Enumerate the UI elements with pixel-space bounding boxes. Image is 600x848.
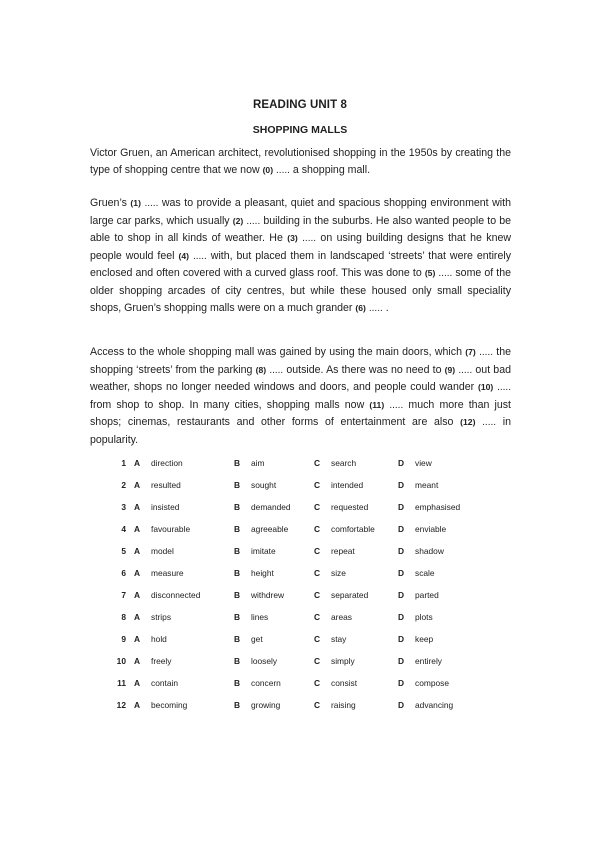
option-d: entirely: [415, 656, 442, 666]
option-c: raising: [331, 700, 356, 710]
gap-number: (6): [355, 302, 366, 313]
question-number: 5: [121, 546, 126, 556]
option-row: [112, 612, 492, 634]
option-letter-b: B: [234, 612, 241, 622]
option-letter-d: D: [398, 700, 405, 710]
option-letter-d: D: [398, 524, 405, 534]
gap-marker: .....: [144, 198, 159, 209]
option-c: requested: [331, 502, 369, 512]
option-letter-a: A: [134, 524, 141, 534]
option-letter-a: A: [134, 656, 141, 666]
option-letter-b: B: [234, 480, 241, 490]
answer-options-table: [112, 458, 492, 722]
option-letter-d: D: [398, 480, 405, 490]
option-letter-a: A: [134, 700, 141, 710]
gap-number: (2): [232, 215, 244, 226]
option-letter-c: C: [314, 656, 321, 666]
question-number: 8: [121, 612, 126, 622]
paragraph-intro: Victor Gruen, an American architect, revolutionised shopping in the 1950s by creating the type of shopping centre that we now (0) ..... a shopping mall.: [90, 147, 511, 176]
option-c: comfortable: [331, 524, 375, 534]
option-d: parted: [415, 590, 439, 600]
gap-number: (4): [178, 250, 189, 261]
option-letter-b: B: [234, 568, 241, 578]
option-letter-d: D: [398, 612, 405, 622]
option-letter-a: A: [134, 590, 141, 600]
option-d: enviable: [415, 524, 447, 534]
gap-marker: .....: [302, 233, 317, 245]
option-letter-c: C: [314, 700, 321, 710]
option-d: emphasised: [415, 502, 461, 512]
question-number: 12: [116, 700, 126, 710]
option-b: agreeable: [251, 524, 289, 534]
gap-number: (9): [444, 364, 456, 375]
option-letter-c: C: [314, 612, 321, 622]
option-c: consist: [331, 678, 358, 688]
option-c: stay: [331, 634, 347, 644]
page-title: READING UNIT 8: [252, 99, 348, 111]
option-c: intended: [331, 480, 364, 490]
question-number: 1: [121, 458, 126, 468]
option-b: imitate: [251, 546, 276, 556]
option-a: resulted: [151, 480, 181, 490]
gap-number: (3): [287, 233, 298, 244]
option-letter-a: A: [134, 678, 141, 688]
option-letter-d: D: [398, 590, 405, 600]
option-a: favourable: [151, 524, 191, 534]
option-row: [112, 458, 492, 480]
option-letter-c: C: [314, 568, 321, 578]
gap-number: (1): [130, 198, 141, 208]
option-letter-b: B: [234, 678, 241, 688]
option-b: get: [251, 634, 263, 644]
option-letter-b: B: [234, 634, 241, 644]
option-letter-d: D: [398, 678, 405, 688]
option-a: disconnected: [151, 590, 201, 600]
question-number: 3: [121, 502, 126, 512]
option-a: measure: [151, 568, 184, 578]
gap-marker: .....: [438, 268, 453, 280]
option-row: [112, 524, 492, 546]
option-letter-b: B: [234, 502, 241, 512]
option-letter-a: A: [134, 502, 141, 512]
paragraph-access: Access to the whole shopping mall was gained by using the main doors, which (7) ..... the shopping ‘streets’ from the parking (8) ..... outside. As there was no need to (9) ..... out bad weather, shops no longer needed windows and doors, and people could wander (10) ..... from shop to shop. In many cities, shopping malls now (11) ..... much more than just shops; cinemas, restaurants and other forms of entertainment are also (12) ..... in popularity.: [90, 346, 512, 446]
option-b: withdrew: [251, 590, 285, 600]
option-letter-a: A: [134, 568, 141, 578]
option-letter-c: C: [314, 502, 321, 512]
option-letter-b: B: [234, 524, 241, 534]
option-letter-b: B: [234, 590, 241, 600]
option-letter-a: A: [134, 634, 141, 644]
question-number: 7: [121, 590, 126, 600]
option-row: [112, 546, 492, 568]
option-letter-b: B: [234, 700, 241, 710]
option-b: concern: [251, 678, 281, 688]
option-a: contain: [151, 678, 179, 688]
option-letter-b: B: [234, 458, 241, 468]
gap-marker: .....: [269, 364, 284, 376]
question-number: 2: [121, 480, 126, 490]
gap-marker: .....: [458, 364, 473, 376]
option-letter-a: A: [134, 458, 141, 468]
option-d: view: [415, 458, 432, 468]
question-number: 10: [116, 656, 126, 666]
option-b: growing: [251, 700, 281, 710]
option-d: meant: [415, 480, 439, 490]
option-b: loosely: [251, 656, 278, 666]
gap-number: (12): [460, 417, 476, 428]
option-row: [112, 590, 492, 612]
question-number: 9: [121, 634, 126, 644]
option-c: repeat: [331, 546, 355, 556]
option-c: separated: [331, 590, 369, 600]
option-a: model: [151, 546, 174, 556]
option-d: keep: [415, 634, 434, 644]
gap-marker: .....: [246, 215, 261, 227]
option-b: sought: [251, 480, 277, 490]
option-d: plots: [415, 612, 433, 622]
option-letter-c: C: [314, 546, 321, 556]
option-letter-d: D: [398, 502, 405, 512]
option-letter-b: B: [234, 656, 241, 666]
option-row: [112, 568, 492, 590]
option-d: shadow: [415, 546, 444, 556]
gap-number: (11): [369, 399, 385, 410]
gap-marker: .....: [479, 347, 493, 358]
option-letter-c: C: [314, 480, 321, 490]
option-letter-c: C: [314, 524, 321, 534]
option-c: size: [331, 568, 346, 578]
question-number: 6: [121, 568, 126, 578]
question-number: 11: [117, 678, 126, 688]
gap-number: (0): [262, 164, 274, 175]
option-d: advancing: [415, 700, 454, 710]
gap-marker: .....: [482, 417, 497, 429]
option-a: freely: [151, 656, 172, 666]
option-row: [112, 656, 492, 678]
paragraph-gruen-aims: Gruen’s (1) ..... was to provide a pleasant, quiet and spacious shopping environment with large car parks, which usually (2) ..... building in the suburbs. He also wanted people to be able to shop in all kinds of weather. He (3) ..... on using building designs that he knew people would feel (4) ..... with, but placed them in landscaped ‘streets’ that were entirely enclosed and often covered with a curved glass roof. This was done to (5) ..... some of the older shopping arcades of city centres, but while these housed only small speciality shops, Gruen’s shopping malls were on a much grander (6) ..... .: [90, 197, 512, 314]
gap-number: (8): [255, 364, 267, 375]
option-letter-c: C: [314, 634, 321, 644]
gap-marker: .....: [497, 382, 511, 394]
option-row: [112, 480, 492, 502]
option-b: height: [251, 568, 274, 578]
option-letter-c: C: [314, 590, 321, 600]
gap-number: (10): [477, 382, 494, 393]
option-row: [112, 634, 492, 656]
option-b: demanded: [251, 502, 291, 512]
gap-marker: .....: [276, 164, 290, 176]
option-row: [112, 700, 492, 722]
option-letter-c: C: [314, 678, 321, 688]
option-a: insisted: [151, 502, 180, 512]
option-letter-a: A: [134, 612, 141, 622]
question-number: 4: [121, 524, 126, 534]
gap-marker: .....: [368, 302, 383, 314]
gap-number: (5): [424, 268, 436, 279]
option-a: direction: [151, 458, 183, 468]
option-letter-a: A: [134, 546, 141, 556]
option-row: [112, 502, 492, 524]
option-c: simply: [331, 656, 355, 666]
option-letter-d: D: [398, 546, 405, 556]
option-a: becoming: [151, 700, 188, 710]
option-d: scale: [415, 568, 435, 578]
option-letter-a: A: [134, 480, 141, 490]
option-letter-d: D: [398, 568, 405, 578]
option-d: compose: [415, 678, 449, 688]
option-b: lines: [251, 612, 269, 622]
option-letter-c: C: [314, 458, 321, 468]
option-letter-d: D: [398, 656, 405, 666]
option-letter-b: B: [234, 546, 241, 556]
option-row: [112, 678, 492, 700]
gap-marker: .....: [192, 250, 207, 262]
option-letter-d: D: [398, 634, 405, 644]
gap-marker: .....: [389, 399, 404, 411]
option-c: areas: [331, 612, 352, 622]
gap-number: (7): [465, 347, 476, 357]
option-c: search: [331, 458, 357, 468]
option-a: hold: [151, 634, 167, 644]
option-a: strips: [151, 612, 172, 622]
option-b: aim: [251, 458, 265, 468]
option-letter-d: D: [398, 458, 405, 468]
article-title: SHOPPING MALLS: [252, 124, 348, 136]
